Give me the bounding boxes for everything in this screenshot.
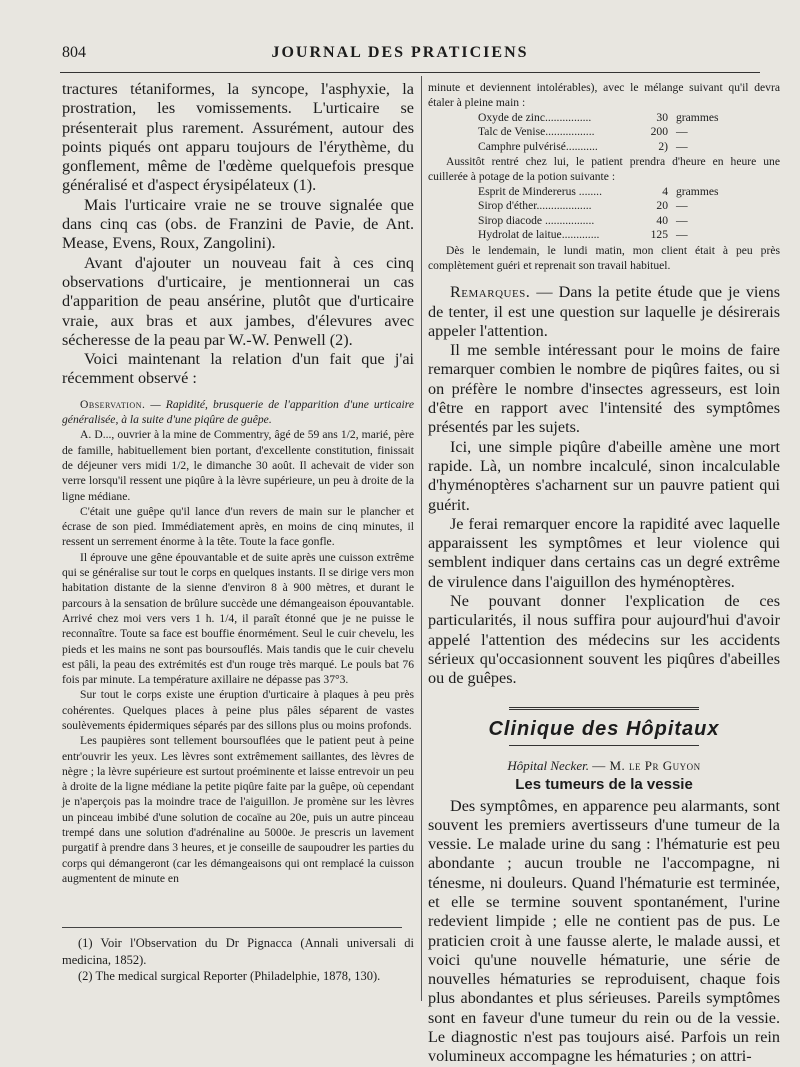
paragraph: Avant d'ajouter un nouveau fait à ces cinq observations d'urticaire, je mentionnerai un cas d'apparition de peau ansérine, plutôt que d'urticaire vraie, aux bras et aux jambes, d'élevures avec sécheresse de la peau par W.-W. Penwell (2). [62,253,414,349]
observation-paragraph: A. D..., ouvrier à la mine de Commentry, âgé de 59 ans 1/2, marié, père de famille, habituellement bien portant, d'excellente constitution, finissait de déjeuner vers midi 1/2, le dimanche 30 août. Il achevait de vider son verre lorsqu'il ressent une piqûre à la lèvre supérieure, un peu à droite de la ligne médiane. [62,428,414,503]
right-column [428,80,780,1067]
observation-paragraph: Dès le lendemain, le lundi matin, mon client était à peu près complètement guéri et reprenait son travail habituel. [428,243,780,272]
hospital-line [428,758,780,774]
remarks-paragraph: Remarques. — Dans la petite étude que je viens de tenter, il est une question sur laquelle je désirerais appeler l'attention. [428,283,781,340]
prescription-line: Oxyde de zinc................ 30 grammes [478,110,719,124]
observation-label: Observation. [80,397,146,411]
paragraph: Mais l'urticaire vraie ne se trouve signalée que dans cinq cas (obs. de Franzini de Pavie, de Ant. Mease, Evens, Roux, Zangolini). [62,195,414,253]
observation-paragraph: Aussitôt rentré chez lui, le patient prendra d'heure en heure une cuillerée à potage de la potion suivante : [428,155,780,184]
author: — M. le Pr Guyon [592,757,701,773]
section-rule-top [509,707,699,712]
prescription-1 [428,111,780,155]
header-rule [60,72,760,73]
paragraph: Voici maintenant la relation d'un fait que j'ai récemment observé : [62,350,414,388]
footnote-rule [62,927,402,928]
section-title: Clinique des Hôpitaux [488,717,720,740]
observation-paragraph: Il éprouve une gêne épouvantable et de suite après une cuisson extrême qui se généralise sur tout le corps en quelques instants. Il se dirige vers mon habitation distante de la sienne d'environ 8 à 900 mètres, et durant le parcours à la sensation de brûlure succède une démangeaison épouvantable. Arrivé chez moi vers vers 1 h. 1/4, il paraît étonné que je ne puisse le reconnaître. Toute sa face est bouffie énormément. Seul le cuir chevelu, les pieds et les mains ne sont pas boursouflés. Mais tandis que le cuir chevelu est pâli, la peau des extrémités est d'un rouge très marqué. Le pouls bat 76 fois par minute. La température axillaire ne dépasse pas 37°3. [62,550,414,687]
footnote: (2) The medical surgical Reporter (Philadelphie, 1878, 130). [78,969,381,983]
left-column [62,80,414,886]
remarks-paragraph: Il me semble intéressant pour le moins de faire remarquer combien le nombre de piqûres faites, ou si on préfère le nombre d'insectes agresseurs, est loin d'être en rapport avec l'intensité des symptômes présentés par les sujets. [428,341,780,437]
observation-paragraph: Sur tout le corps existe une éruption d'urticaire à plaques à peu près cohérentes. Quelques places à peine plus pâles séparent de vastes soulèvements épidermiques séparés par des sillons plus ou moins profonds. [62,688,414,732]
footnote: (1) Voir l'Observation du Dr Pignacca (Annali universali di medicina, 1852). [62,936,414,967]
column-divider [421,76,422,1001]
observation-continuation: minute et deviennent intolérables), avec le mélange suivant qu'il devra étaler à pleine main : [428,81,780,110]
prescription-line: Hydrolat de laitue............. 125 — [478,228,688,242]
observation-title: — Rapidité, brusquerie de l'apparition d'une urticaire généralisée, à la suite d'une piqûre de guêpe. [62,397,415,427]
prescription-line: Esprit de Mindererus ........ 4 grammes [478,184,719,198]
prescription-line: Talc de Venise................. 200 — [478,125,688,139]
prescription-line: Sirop d'éther................... 20 — [478,199,688,213]
section-rule-bottom [509,745,699,746]
running-title: JOURNAL DES PRATICIENS [271,44,529,61]
hospital-name: Hôpital Necker. [507,757,589,773]
remarks-paragraph: Ne pouvant donner l'explication de ces particularités, il nous suffira pour aujourd'hui d'avoir appelé l'attention des médecins sur les accidents sérieux qu'occasionnent souvent les piqûres d'abeilles ou de guêpes. [428,592,780,688]
observation-heading [62,397,414,428]
observation-paragraph: Les paupières sont tellement boursouflées que le patient peut à peine entr'ouvrir les yeux. Les lèvres sont extrêmement saillantes, des lèvres de nègre ; la lèvre supérieure est surtout proéminente et laisse entrevoir un peu à droite de la ligne médiane la petite piqûre faite par la guêpe, où cependant je n'aperçois pas la moindre trace de l'aiguillon. Je promène sur les lèvres un pinceau imbibé d'une solution de cocaïne au 20e, puis un autre pinceau trempé dans une solution d'adrénaline au 5000e. Je prescris un lavement purgatif à prendre dans 3 heures, et je conseille de saupoudrer les parties du corps qui démangeront (car les démangeaisons qui ont remplacé la cuisson augmentent de minute en [62,734,414,885]
footnotes [62,935,414,985]
prescription-line: Sirop diacode ................. 40 — [478,213,688,227]
remarks-label: Remarques. [450,283,531,302]
observation-paragraph: C'était une guêpe qu'il lance d'un revers de main sur le plancher et écrase de son pied. Immédiatement après, en moins de cinq minutes, il ressent un serrement énorme à la tête. Toute la face gonfle. [62,504,414,549]
article-paragraph: Des symptômes, en apparence peu alarmants, sont souvent les premiers avertisseurs d'une tumeur de la vessie. Le malade urine du sang : l'hématurie est peu abondante ; aucun trouble ne l'accompagne, ni ténesme, ni douleurs. Quand l'hématurie est terminée, et elle se termine souvent spontanément, l'urine redevient limpide ; elle ne contient pas de pus. Le praticien croit à une fausse alerte, le malade aussi, et voici qu'une nouvelle hématurie, une série de nouvelles hématuries se reproduisent, chaque fois plus abondantes et plus sérieuses. Pareils symptômes sont en faveur d'une tumeur du rein ou de la vessie. Le diagnostic n'est pas toujours aisé. Parfois un rein volumineux accompagne les hématuries ; on attri- [428,796,780,1066]
prescription-line: Camphre pulvérisé........... 2) — [478,139,688,153]
prescription-2 [428,185,780,243]
paragraph: tractures tétaniformes, la syncope, l'asphyxie, la prostration, les vomissements. L'urticaire se présenterait plus rarement. Assurément, autour des points piqués ont apparu toujours de l'érythème, du gonflement, même de l'œdème quelquefois presque généralisé et d'aspect érysipélateux (1). [62,80,414,195]
remarks-paragraph: Je ferai remarquer encore la rapidité avec laquelle apparaissent les symptômes et leur violence qui semblent indiquer dans certains cas un degré extrême de virulence dans l'aiguillon des hyménoptères. [428,514,780,591]
remarks-paragraph: Ici, une simple piqûre d'abeille amène une mort rapide. Là, un nombre incalculé, sinon incalculable d'hyménoptères s'acharnent sur un pauvre patient qui guérit. [428,437,780,514]
page-number: 804 [62,44,86,61]
article-title: Les tumeurs de la vessie [515,775,693,793]
